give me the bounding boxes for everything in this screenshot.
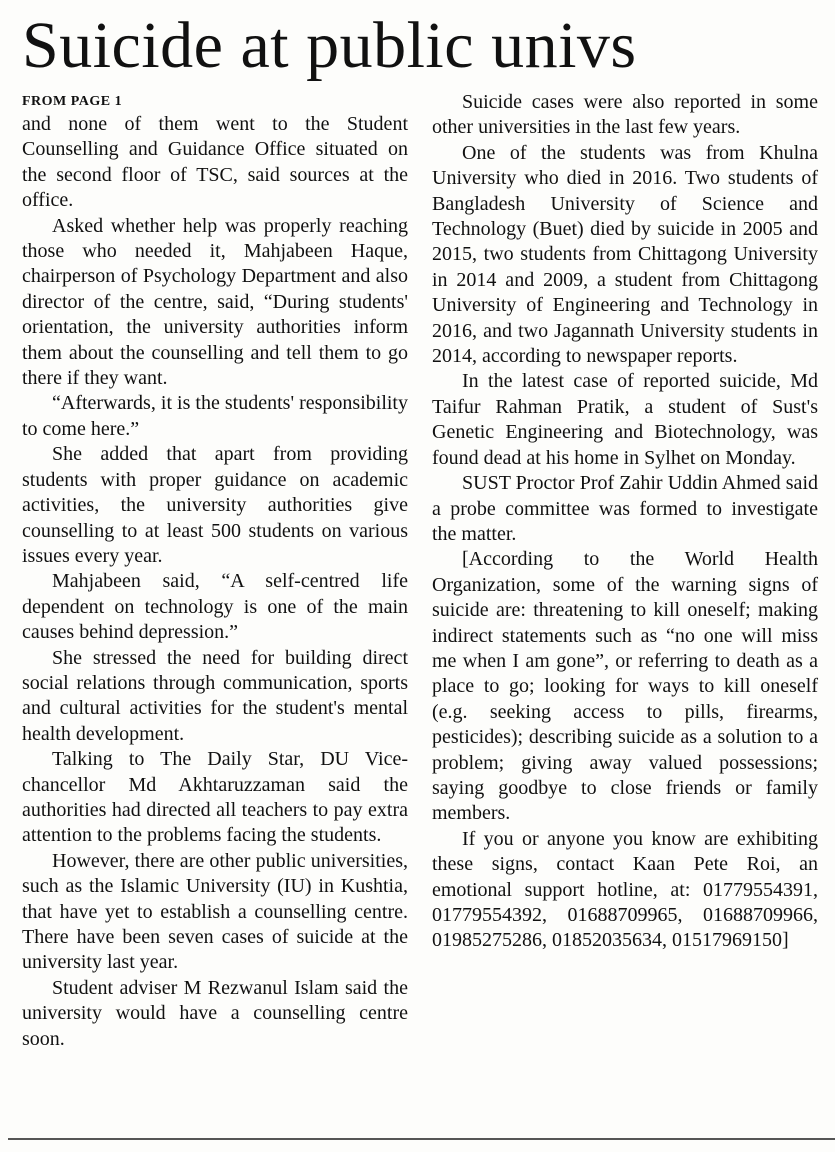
paragraph: Suicide cases were also reported in some other universities in the last few years. — [432, 91, 818, 139]
paragraph: Asked whether help was properly reaching those who needed it, Mahjabeen Haque, chairperson of Psychology Department and also director of the centre, said, “During students' orientation, the university authorities inform them about the counselling and tell them to go there if they want. — [22, 214, 408, 390]
headline: Suicide at public univs — [22, 9, 637, 82]
left-column — [22, 90, 408, 1052]
paragraph: If you or anyone you know are exhibiting these signs, contact Kaan Pete Roi, an emotional support hotline, at: 01779554391, 01779554392, 01688709965, 01688709966, 01985275286, 01852035634, 01517969150] — [432, 827, 818, 952]
paragraph: However, there are other public universities, such as the Islamic University (IU) in Kushtia, that have yet to establish a counselling centre. There have been seven cases of suicide at the university last year. — [22, 849, 408, 974]
paragraph: SUST Proctor Prof Zahir Uddin Ahmed said a probe committee was formed to investigate the matter. — [432, 472, 818, 545]
paragraph: She stressed the need for building direct social relations through communication, sports and cultural activities for the student's mental health development. — [22, 646, 408, 745]
paragraph: In the latest case of reported suicide, Md Taifur Rahman Pratik, a student of Sust's Genetic Engineering and Biotechnology, was found dead at his home in Sylhet on Monday. — [432, 370, 818, 469]
continuation-kicker: FROM PAGE 1 — [22, 94, 123, 109]
paragraph: She added that apart from providing students with proper guidance on academic activities, the university authorities give counselling to at least 500 students on various issues every year. — [22, 443, 408, 567]
paragraph: One of the students was from Khulna University who died in 2016. Two students of Bangladesh University of Science and Technology (Buet) died by suicide in 2005 and 2015, two students from Chittagong University in 2014 and 2009, a student from Chittagong University of Engineering and Technology in 2016, and two Jagannath University students in 2014, according to newspaper reports. — [432, 141, 818, 368]
paragraph: Talking to The Daily Star, DU Vice-chancellor Md Akhtaruzzaman said the authorities had directed all teachers to pay extra attention to the problems facing the students. — [22, 748, 408, 847]
right-column — [432, 90, 818, 954]
bottom-rule — [8, 1138, 835, 1140]
paragraph: Mahjabeen said, “A self-centred life dependent on technology is one of the main causes behind depression.” — [22, 570, 408, 644]
paragraph: and none of them went to the Student Counselling and Guidance Office situated on the second floor of TSC, said sources at the office. — [22, 113, 408, 212]
paragraph: Student adviser M Rezwanul Islam said the university would have a counselling centre soon. — [22, 976, 408, 1050]
paragraph: [According to the World Health Organization, some of the warning signs of suicide are: threatening to kill oneself; making indirect statements such as “no one will miss me when I am gone”, or referring to death as a place to go; looking for ways to kill oneself (e.g. seeking access to pills, firearms, pesticides); describing suicide as a solution to a problem; giving away valued possessions; saying goodbye to close friends or family members. — [432, 548, 818, 825]
paragraph: “Afterwards, it is the students' responsibility to come here.” — [22, 392, 408, 440]
